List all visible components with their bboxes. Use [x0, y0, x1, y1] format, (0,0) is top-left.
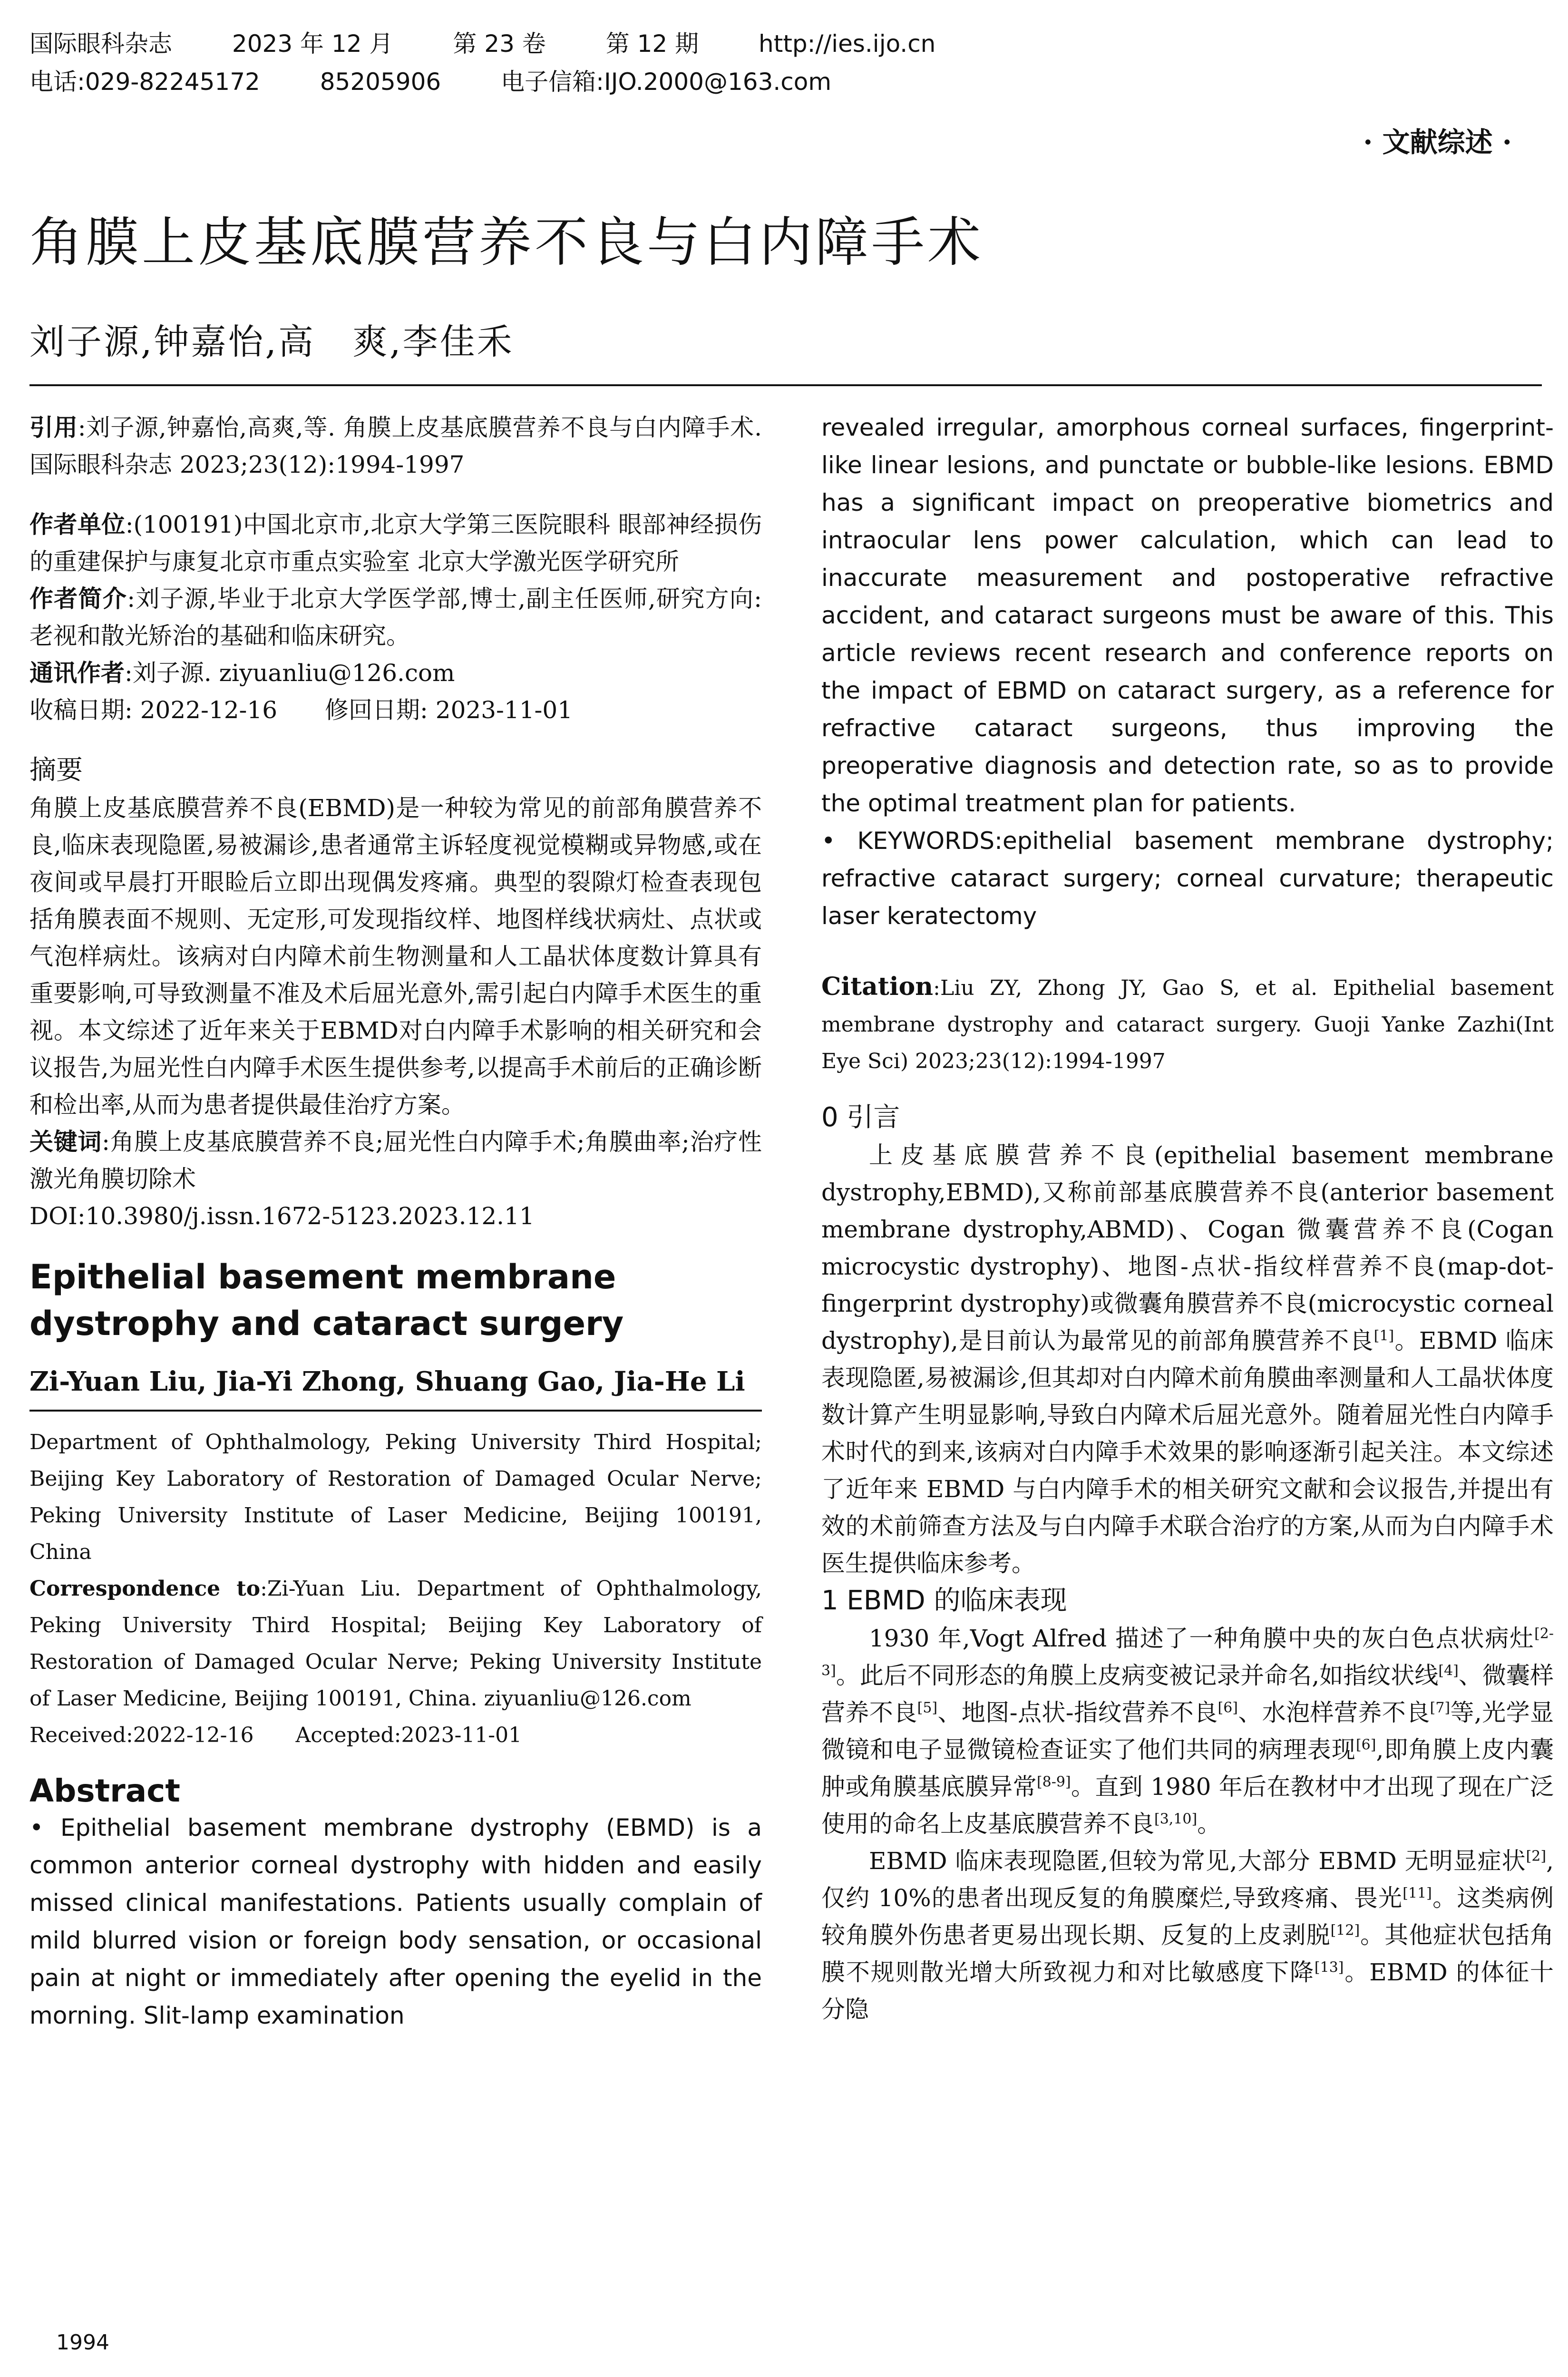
english-correspondence: [29, 1570, 762, 1717]
citation-text: :刘子源,钟嘉怡,高爽,等. 角膜上皮基底膜营养不良与白内障手术. 国际眼科杂志 2023;23(12):1994-1997: [29, 414, 762, 478]
reference-marker[interactable]: [2-3]: [821, 1625, 1554, 1679]
journal-name: 国际眼科杂志: [29, 30, 172, 58]
citation-en-label: Citation: [821, 972, 934, 1001]
reference-marker[interactable]: [5]: [917, 1699, 938, 1716]
english-authors: Zi-Yuan Liu, Jia-Yi Zhong, Shuang Gao, Jia-He Li: [29, 1366, 745, 1397]
header-line-1: [29, 25, 1542, 63]
volume: 第 23 卷: [453, 30, 546, 58]
issue: 第 12 期: [605, 30, 699, 58]
english-affiliation: Department of Ophthalmology, Peking University Third Hospital; Beijing Key Laboratory of Restoration of Damaged Ocular Nerve; Peking University Institute of Laser Medicine, Beijing 100191, China: [29, 1430, 762, 1564]
issue-date: 2023 年 12 月: [232, 30, 393, 58]
abstract-en-text-part1: • Epithelial basement membrane dystrophy (EBMD) is a common anterior corneal dystrophy with hidden and easily missed clinical manifestations. Patients usually complain of mild blurred vision or foreign body sensation, or occasional pain at night or immediately after opening the eyelid in the morning. Slit-lamp examination: [29, 1814, 762, 2029]
article-authors: 刘子源,钟嘉怡,高 爽,李佳禾: [29, 321, 514, 362]
citation-zh: [29, 409, 762, 483]
section-0-heading: 0 引言: [821, 1102, 900, 1133]
header-line-2: [29, 63, 1542, 101]
corresponding-label: 通讯作者: [29, 659, 125, 687]
journal-url[interactable]: http://ies.ijo.cn: [759, 30, 936, 58]
abstract-zh-text: 角膜上皮基底膜营养不良(EBMD)是一种较为常见的前部角膜营养不良,临床表现隐匿,易被漏诊,患者通常主诉轻度视觉模糊或异物感,或在夜间或早晨打开眼睑后立即出现偶发疼痛。典型的裂隙灯检查表现包括角膜表面不规则、无定形,可发现指纹样、地图样线状病灶、点状或气泡样病灶。该病对白内障术前生物测量和人工晶状体度数计算具有重要影响,可导致测量不准及术后屈光意外,需引起白内障手术医生的重视。本文综述了近年来关于EBMD对白内障手术影响的相关研究和会议报告,为屈光性白内障手术医生提供参考,以提高手术前后的正确诊断和检出率,从而为患者提供最佳治疗方案。: [29, 794, 762, 1119]
page-number: 1994: [56, 2330, 109, 2355]
keywords-zh: [29, 1123, 762, 1198]
corresponding-text: :刘子源. ziyuanliu@126.com: [125, 659, 455, 687]
affiliation-text: :(100191)中国北京市,北京大学第三医院眼科 眼部神经损伤的重建保护与康复北京市重点实验室 北京大学激光医学研究所: [29, 511, 762, 575]
english-dates: Received:2022-12-16 Accepted:2023-11-01: [29, 1723, 522, 1747]
correspondence-label: Correspondence to: [29, 1577, 261, 1601]
title-divider: [29, 384, 1542, 386]
abstract-en-text-part2: revealed irregular, amorphous corneal surfaces, fingerprint-like linear lesions, and punctate or bubble-like lesions. EBMD has a significant impact on preoperative biometrics and intraocular lens power calculation, which can lead to inaccurate measurement and postoperative refractive accident, and cataract surgeons must be aware of this. This article reviews recent research and conference reports on the impact of EBMD on cataract surgery, as a reference for refractive cataract surgeons, thus improving the preoperative diagnosis and detection rate, so as to provide the optimal treatment plan for patients.: [821, 414, 1554, 817]
keywords-label: 关键词: [29, 1128, 102, 1156]
section-0-paragraph: 上皮基底膜营养不良(epithelial basement membrane dystrophy,EBMD),又称前部基底膜营养不良(anterior basement membrane dystrophy,ABMD)、Cogan 微囊营养不良(Cogan microcystic dystrophy)、地图-点状-指纹样营养不良(map-dot-fingerprint dystrophy)或微囊角膜营养不良(microcystic corneal dystrophy),是目前认为最常见的前部角膜营养不良[1]。EBMD 临床表现隐匿,易被漏诊,但其却对白内障术前角膜曲率测量和人工晶状体度数计算产生明显影响,导致白内障术后屈光意外。随着屈光性白内障手术时代的到来,该病对白内障手术效果的影响逐渐引起关注。本文综述了近年来 EBMD 与白内障手术的相关研究文献和会议报告,并提出有效的术前筛查方法及与白内障手术联合治疗的方案,从而为白内障手术医生提供临床参考。: [821, 1141, 1554, 1577]
affiliation-zh: [29, 506, 762, 580]
reference-marker[interactable]: [7]: [1430, 1699, 1451, 1716]
section-1-paragraph-2: EBMD 临床表现隐匿,但较为常见,大部分 EBMD 无明显症状[2],仅约 10%的患者出现反复的角膜糜烂,导致疼痛、畏光[11]。这类病例较角膜外伤患者更易出现长期、反复的上皮剥脱[12]。其他症状包括角膜不规则散光增大所致视力和对比敏感度下降[13]。EBMD 的体征十分隐: [821, 1847, 1554, 2023]
affiliation-label: 作者单位: [29, 511, 126, 538]
reference-marker[interactable]: [4]: [1438, 1662, 1459, 1679]
bio-label: 作者简介: [29, 585, 127, 613]
phone: 电话:029-82245172: [29, 68, 260, 96]
citation-en: [821, 968, 1554, 1080]
citation-label: 引用: [29, 414, 78, 441]
bio-text: :刘子源,毕业于北京大学医学部,博士,副主任医师,研究方向:老视和散光矫治的基础和临床研究。: [29, 585, 762, 650]
right-column: [821, 409, 1554, 2028]
article-title: 角膜上皮基底膜营养不良与白内障手术: [29, 212, 984, 273]
reference-marker[interactable]: [13]: [1314, 1959, 1344, 1976]
corresponding-author: [29, 654, 762, 692]
section-1-heading: 1 EBMD 的临床表现: [821, 1585, 1067, 1616]
reference-marker[interactable]: [6]: [1355, 1736, 1376, 1754]
reference-marker[interactable]: [2]: [1526, 1848, 1547, 1865]
english-title: Epithelial basement membrane dystrophy and cataract surgery: [29, 1257, 624, 1343]
reference-marker[interactable]: [6]: [1217, 1699, 1238, 1716]
reference-marker[interactable]: [12]: [1330, 1922, 1360, 1939]
keywords-en: • KEYWORDS:epithelial basement membrane dystrophy; refractive cataract surgery; corneal curvature; therapeutic laser keratectomy: [821, 827, 1554, 930]
phone-2: 85205906: [320, 68, 441, 96]
doi[interactable]: DOI:10.3980/j.issn.1672-5123.2023.12.11: [29, 1202, 535, 1230]
left-column: [29, 409, 762, 2035]
section-1-paragraph-1: 1930 年,Vogt Alfred 描述了一种角膜中央的灰白色点状病灶[2-3]。此后不同形态的角膜上皮病变被记录并命名,如指纹状线[4]、微囊样营养不良[5]、地图-点状-指纹营养不良[6]、水泡样营养不良[7]等,光学显微镜和电子显微镜检查证实了他们共同的病理表现[6],即角膜上皮内囊肿或角膜基底膜异常[8-9]。直到 1980 年后在教材中才出现了现在广泛使用的命名上皮基底膜营养不良[3,10]。: [821, 1625, 1554, 1838]
reference-marker[interactable]: [3,10]: [1154, 1811, 1198, 1828]
journal-header: [29, 25, 1542, 101]
author-bio: [29, 580, 762, 654]
abstract-en-heading: Abstract: [29, 1773, 180, 1809]
email[interactable]: 电子信箱:IJO.2000@163.com: [501, 68, 832, 96]
reference-marker[interactable]: [8-9]: [1036, 1773, 1071, 1791]
correspondence-text: :Zi-Yuan Liu. Department of Ophthalmology, Peking University Third Hospital; Beijing Key Laboratory of Restoration of Damaged Ocular Nerve; Peking University Institute of Laser Medicine, Beijing 100191, China. ziyuanliu@126.com: [29, 1577, 762, 1711]
section-tag: · 文献综述 ·: [1363, 126, 1512, 158]
keywords-text: :角膜上皮基底膜营养不良;屈光性白内障手术;角膜曲率;治疗性激光角膜切除术: [29, 1128, 762, 1193]
abstract-zh-heading: 摘要: [29, 755, 83, 786]
reference-marker[interactable]: [1]: [1373, 1327, 1394, 1344]
citation-en-text: :Liu ZY, Zhong JY, Gao S, et al. Epithelial basement membrane dystrophy and cataract surgery. Guoji Yanke Zazhi(Int Eye Sci) 2023;23(12):1994-1997: [821, 976, 1554, 1073]
dates-zh: 收稿日期: 2022-12-16 修回日期: 2023-11-01: [29, 696, 573, 724]
reference-marker[interactable]: [11]: [1402, 1885, 1432, 1902]
